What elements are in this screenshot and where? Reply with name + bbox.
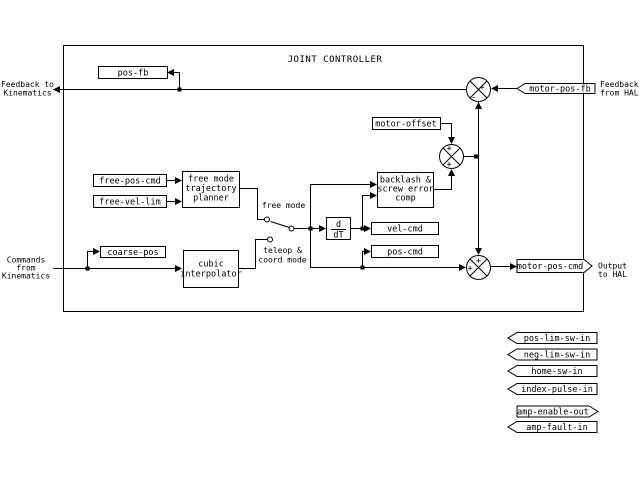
block-derivative [327,218,351,241]
motor-pos-cmd-label: motor-pos-cmd [516,262,584,272]
motor-pos-fb-label: motor-pos-fb [529,84,591,95]
block-pos-cmd [372,246,439,258]
pin-index-pulse-in [508,384,597,396]
feedback-to-kinematics-1: Feedback to [1,80,54,89]
feedback-from-hal-1: Feedback [600,80,639,89]
switch-contact-free-mode [265,217,270,222]
diagram-title: JOINT CONTROLLER [287,55,383,65]
feedback-from-hal-2: from HAL [600,88,639,98]
sign-plus: + [446,144,452,154]
block-coarse-pos [101,247,166,259]
cubic-label-2: interpolator [180,269,242,280]
sign-plus: + [467,264,473,274]
pin-motor-pos-cmd [517,260,592,273]
amp-fault-in-label: amp-fault-in [526,423,588,433]
commands-3: Kinematics [1,271,51,281]
block-cubic-interpolator [180,251,241,288]
feedback-to-kinematics-2: Kinematics [3,88,52,98]
planner-label-3: planner [193,193,229,204]
sign-plus: + [479,83,485,93]
annotation-feedback-to-kinematics [1,80,54,98]
coarse-pos-label: coarse-pos [107,248,159,258]
switch-pivot [289,226,294,231]
pos-lim-sw-in-label: pos-lim-sw-in [523,334,591,344]
backlash-label-3: comp [395,193,416,204]
pin-home-sw-in [508,366,597,378]
teleop-mode-label-2: coord mode [258,255,307,265]
block-free-vel-lim [94,196,167,208]
cubic-label-1: cubic [198,259,224,270]
derivative-label-2: dT [333,230,344,241]
backlash-label-1: backlash & [379,175,432,186]
summing-junction-feedback [467,78,491,103]
pos-cmd-label: pos-cmd [387,247,423,258]
block-pos-fb [99,67,168,79]
planner-label-2: trajectory [185,184,237,194]
sign-plus: + [475,256,482,267]
sign-plus: + [446,160,452,170]
free-pos-cmd-label: free-pos-cmd [99,176,161,187]
pin-motor-pos-fb [517,84,595,95]
motor-offset-label: motor-offset [375,119,437,130]
block-backlash-comp [377,173,433,208]
index-pulse-in-label: index-pulse-in [521,385,593,395]
block-free-pos-cmd [94,175,167,187]
pin-pos-lim-sw-in [508,333,597,345]
derivative-label-1: d [335,220,342,230]
backlash-label-2: screw error [377,184,434,195]
vel-cmd-label: vel-cmd [387,224,423,235]
teleop-mode-label-1: teleop & [263,246,302,255]
switch-contact-teleop [268,237,273,242]
pin-neg-lim-sw-in [508,349,597,361]
pos-fb-label: pos-fb [117,68,149,79]
annotation-output-to-hal [598,262,627,280]
amp-enable-out-label: amp-enable-out [517,407,589,418]
pin-amp-fault-in [508,422,597,434]
pin-amp-enable-out [517,406,598,418]
free-vel-lim-label: free-vel-lim [99,197,161,208]
summing-junction-command [467,256,491,280]
commands-1: Commands [6,255,46,265]
planner-label-1: free mode [187,174,235,185]
block-trajectory-planner [183,172,240,208]
annotation-commands-from-kinematics [2,256,50,281]
commands-2: from [16,263,36,273]
home-sw-in-label: home-sw-in [531,367,583,377]
block-vel-cmd [372,223,439,235]
annotation-feedback-from-hal [600,80,639,98]
block-motor-offset [373,118,441,130]
free-mode-label: free mode [261,201,306,210]
neg-lim-sw-in-label: neg-lim-sw-in [523,350,591,361]
sign-minus: - [470,92,477,103]
output-to-hal-2: to HAL [598,270,627,279]
output-to-hal-1: Output [598,261,627,271]
